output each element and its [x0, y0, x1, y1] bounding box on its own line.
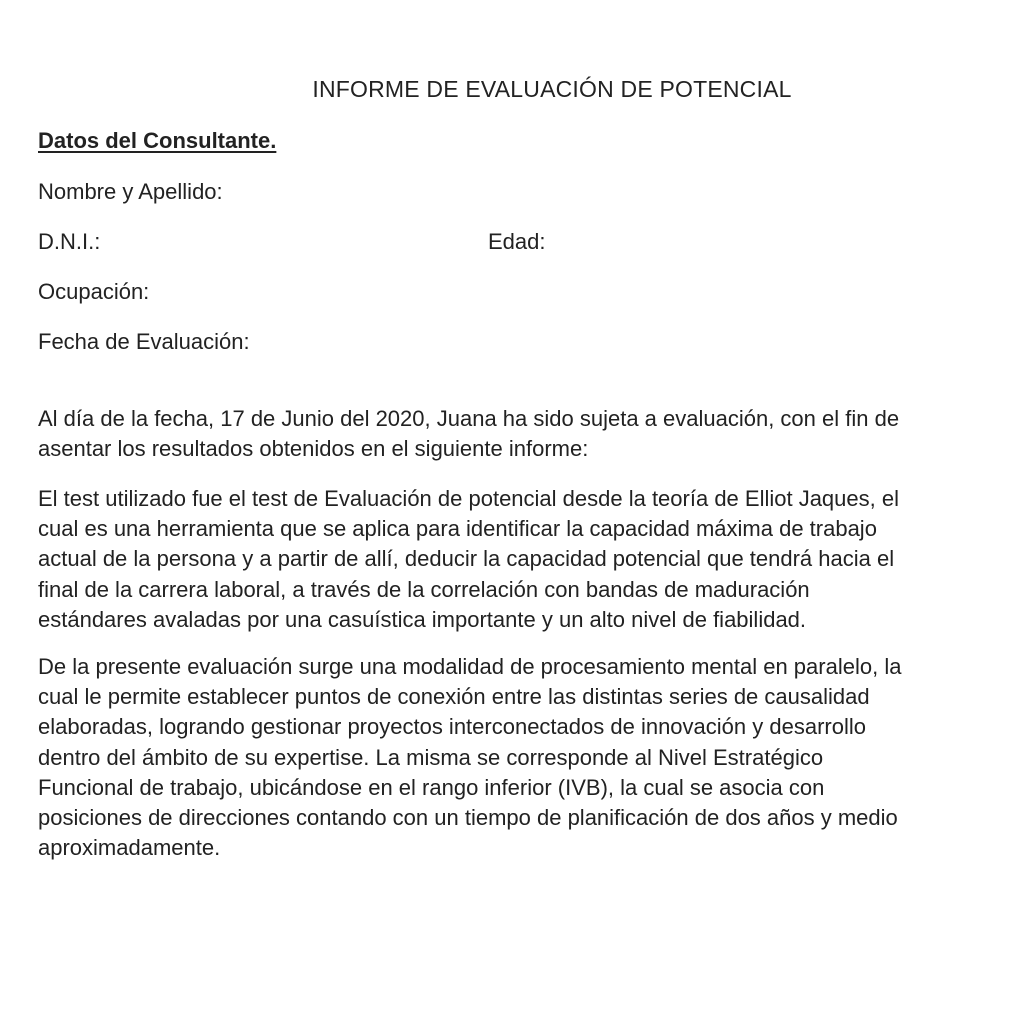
paragraph-line: aproximadamente.: [38, 835, 221, 861]
section-heading-consultant-data: Datos del Consultante.: [38, 128, 277, 153]
paragraph-line: actual de la persona y a partir de allí, deducir la capacidad potencial que tendrá hacia el: [38, 546, 895, 572]
document-title: INFORME DE EVALUACIÓN DE POTENCIAL: [312, 76, 792, 102]
paragraph-line: cual es una herramienta que se aplica para identificar la capacidad máxima de trabajo: [38, 516, 877, 542]
paragraph-test-description: [38, 484, 988, 635]
paragraph-introduction: [38, 404, 988, 464]
paragraph-line: estándares avaladas por una casuística importante y un alto nivel de fiabilidad.: [38, 606, 807, 632]
paragraph-line: final de la carrera laboral, a través de la correlación con bandas de maduración: [38, 576, 810, 602]
paragraph-line: De la presente evaluación surge una modalidad de procesamiento mental en paralelo, la: [38, 654, 902, 679]
paragraph-line: elaboradas, logrando gestionar proyectos interconectados de innovación y desarrollo: [38, 714, 866, 740]
paragraph-line: Funcional de trabajo, ubicándose en el rango inferior (IVB), la cual se asocia con: [38, 774, 825, 800]
paragraph-line: Al día de la fecha, 17 de Junio del 2020, Juana ha sido sujeta a evaluación, con el fin de: [38, 406, 900, 431]
paragraph-line: asentar los resultados obtenidos en el siguiente informe:: [38, 436, 589, 462]
paragraph-line: posiciones de direcciones contando con un tiempo de planificación de dos años y medio: [38, 805, 898, 831]
paragraph-line: El test utilizado fue el test de Evaluación de potencial desde la teoría de Elliot Jaques, el: [38, 486, 899, 511]
field-label-evaluation-date: Fecha de Evaluación:: [38, 329, 250, 354]
field-label-name: Nombre y Apellido:: [38, 179, 223, 204]
field-label-occupation: Ocupación:: [38, 279, 150, 304]
paragraph-line: dentro del ámbito de su expertise. La misma se corresponde al Nivel Estratégico: [38, 744, 824, 770]
paragraph-line: cual le permite establecer puntos de conexión entre las distintas series de causalidad: [38, 684, 870, 710]
field-label-dni: D.N.I.:: [38, 229, 101, 254]
field-label-age: Edad:: [488, 229, 546, 254]
paragraph-evaluation-result: [38, 652, 988, 863]
